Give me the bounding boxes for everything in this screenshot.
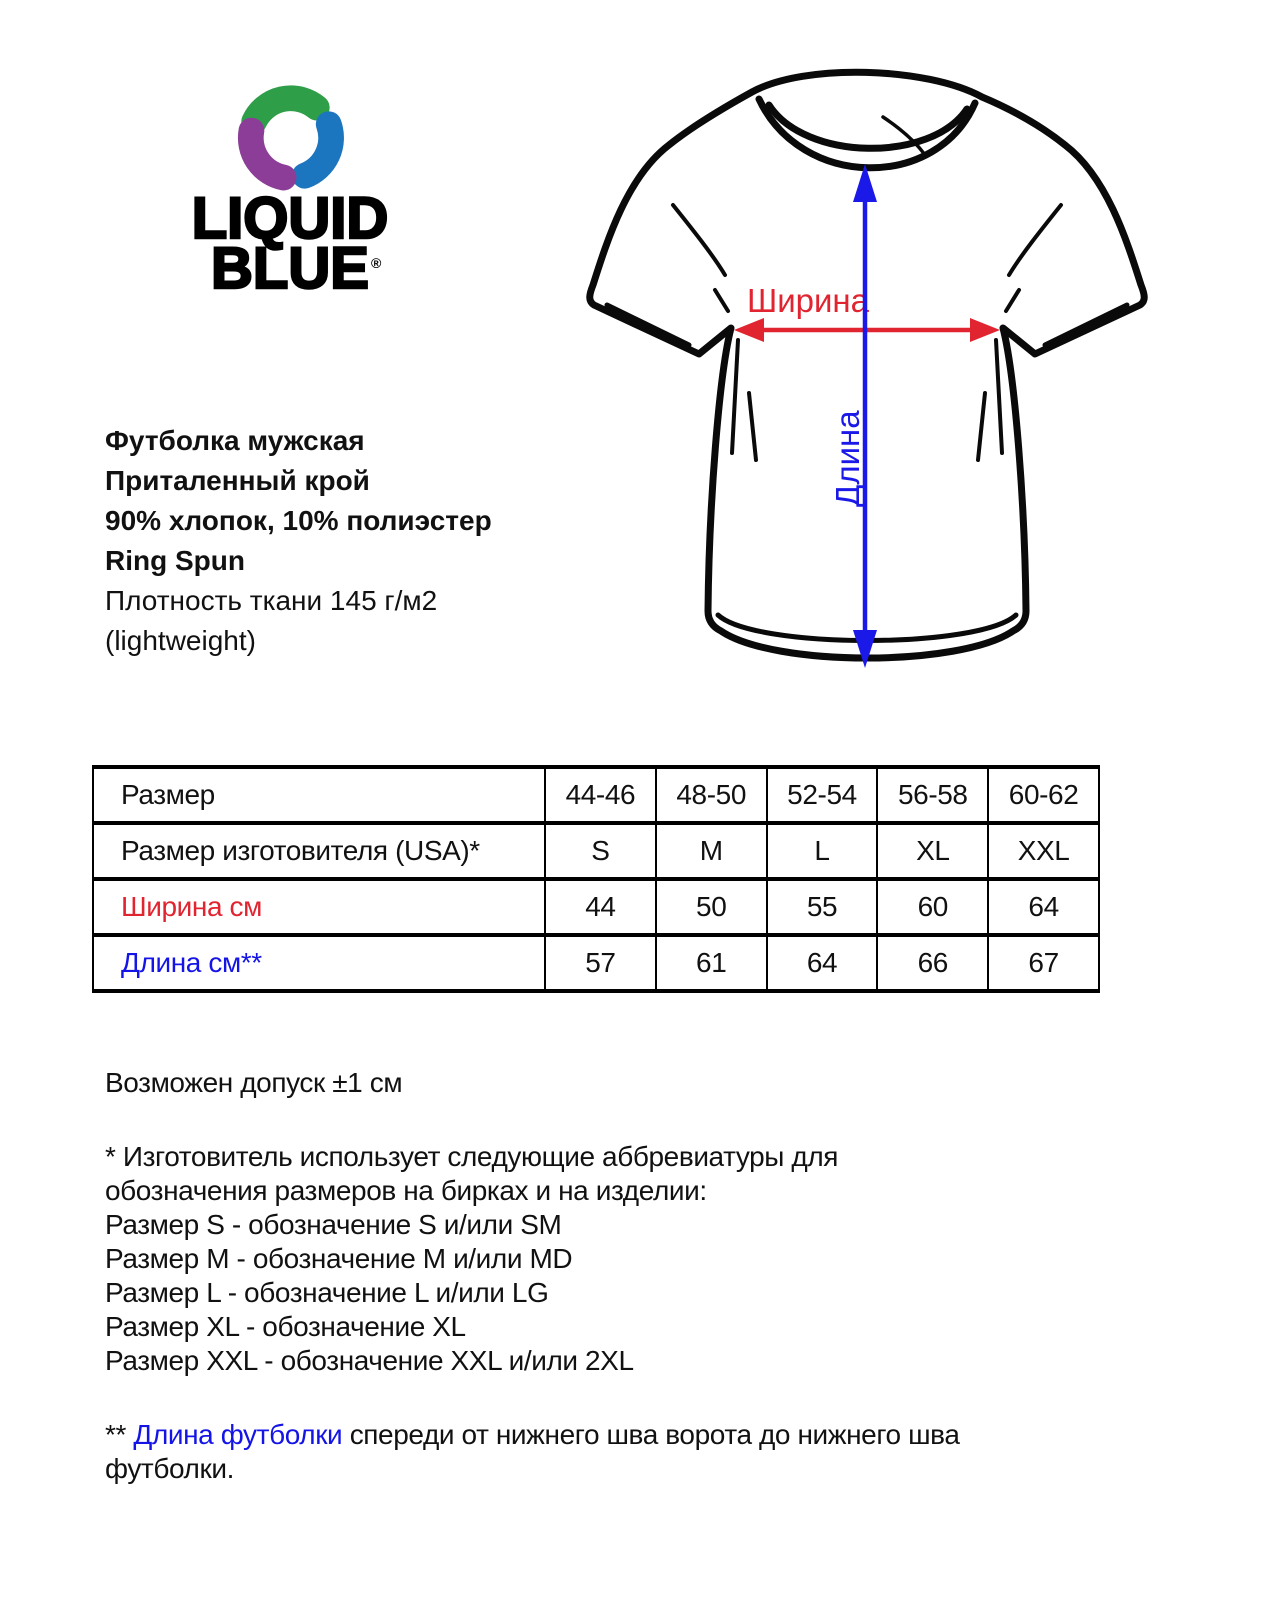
table-cell: 55 bbox=[767, 879, 878, 935]
table-row-width bbox=[93, 879, 1099, 935]
tshirt-diagram bbox=[575, 55, 1165, 700]
width-label: Ширина bbox=[746, 282, 870, 319]
abbr-line-xl: Размер XL - обозначение XL bbox=[105, 1311, 466, 1342]
table-row-length bbox=[93, 935, 1099, 991]
length-note-link[interactable]: Длина футболки bbox=[133, 1419, 343, 1450]
abbr-intro-line1: * Изготовитель использует следующие аббревиатуры для bbox=[105, 1141, 839, 1172]
length-label: Длина bbox=[829, 410, 866, 507]
length-note-prefix: ** bbox=[105, 1419, 134, 1450]
product-title: Футболка мужская bbox=[105, 425, 365, 456]
table-cell: 44 bbox=[545, 879, 656, 935]
size-table bbox=[92, 765, 1100, 993]
logo-word-blue: BLUE ® bbox=[211, 236, 382, 301]
logo-swirl-icon bbox=[215, 82, 365, 194]
table-cell: XXL bbox=[988, 823, 1099, 879]
table-cell: 48-50 bbox=[656, 767, 767, 823]
product-density: Плотность ткани 145 г/м2 bbox=[105, 585, 438, 616]
product-description bbox=[105, 421, 492, 661]
abbr-line-l: Размер L - обозначение L и/или LG bbox=[105, 1277, 549, 1308]
table-cell: L bbox=[767, 823, 878, 879]
row-label-usa-size: Размер изготовителя (USA)* bbox=[93, 823, 545, 879]
table-row-size bbox=[93, 767, 1099, 823]
logo-word-liquid: LIQUID bbox=[191, 186, 389, 251]
table-row-usa-size bbox=[93, 823, 1099, 879]
product-spun: Ring Spun bbox=[105, 545, 245, 576]
tolerance-note: Возможен допуск ±1 см bbox=[105, 1067, 403, 1098]
abbreviation-note bbox=[105, 1140, 1185, 1378]
table-cell: 66 bbox=[877, 935, 988, 991]
table-cell: XL bbox=[877, 823, 988, 879]
row-label-size: Размер bbox=[93, 767, 545, 823]
table-cell: 64 bbox=[988, 879, 1099, 935]
table-cell: S bbox=[545, 823, 656, 879]
table-cell: 57 bbox=[545, 935, 656, 991]
table-cell: M bbox=[656, 823, 767, 879]
table-cell: 50 bbox=[656, 879, 767, 935]
row-label-length: Длина см** bbox=[93, 935, 545, 991]
abbr-intro-line2: обозначения размеров на бирках и на изделии: bbox=[105, 1175, 707, 1206]
abbr-line-m: Размер M - обозначение M и/или MD bbox=[105, 1243, 573, 1274]
registered-mark: ® bbox=[370, 255, 382, 271]
table-cell: 56-58 bbox=[877, 767, 988, 823]
product-fabric: 90% хлопок, 10% полиэстер bbox=[105, 505, 492, 536]
abbr-line-s: Размер S - обозначение S и/или SM bbox=[105, 1209, 562, 1240]
liquid-blue-logo bbox=[160, 82, 420, 301]
table-cell: 52-54 bbox=[767, 767, 878, 823]
length-note-rest: спереди от нижнего шва ворота до нижнего шва bbox=[342, 1419, 960, 1450]
table-cell: 61 bbox=[656, 935, 767, 991]
table-cell: 60-62 bbox=[988, 767, 1099, 823]
table-cell: 44-46 bbox=[545, 767, 656, 823]
product-weight: (lightweight) bbox=[105, 625, 256, 656]
table-cell: 64 bbox=[767, 935, 878, 991]
length-note-line2: футболки. bbox=[105, 1453, 234, 1484]
row-label-width: Ширина см bbox=[93, 879, 545, 935]
product-fit: Приталенный крой bbox=[105, 465, 370, 496]
length-note bbox=[105, 1418, 1185, 1486]
table-cell: 60 bbox=[877, 879, 988, 935]
notes-section bbox=[105, 1066, 1185, 1486]
abbr-line-xxl: Размер XXL - обозначение XXL и/или 2XL bbox=[105, 1345, 634, 1376]
table-cell: 67 bbox=[988, 935, 1099, 991]
